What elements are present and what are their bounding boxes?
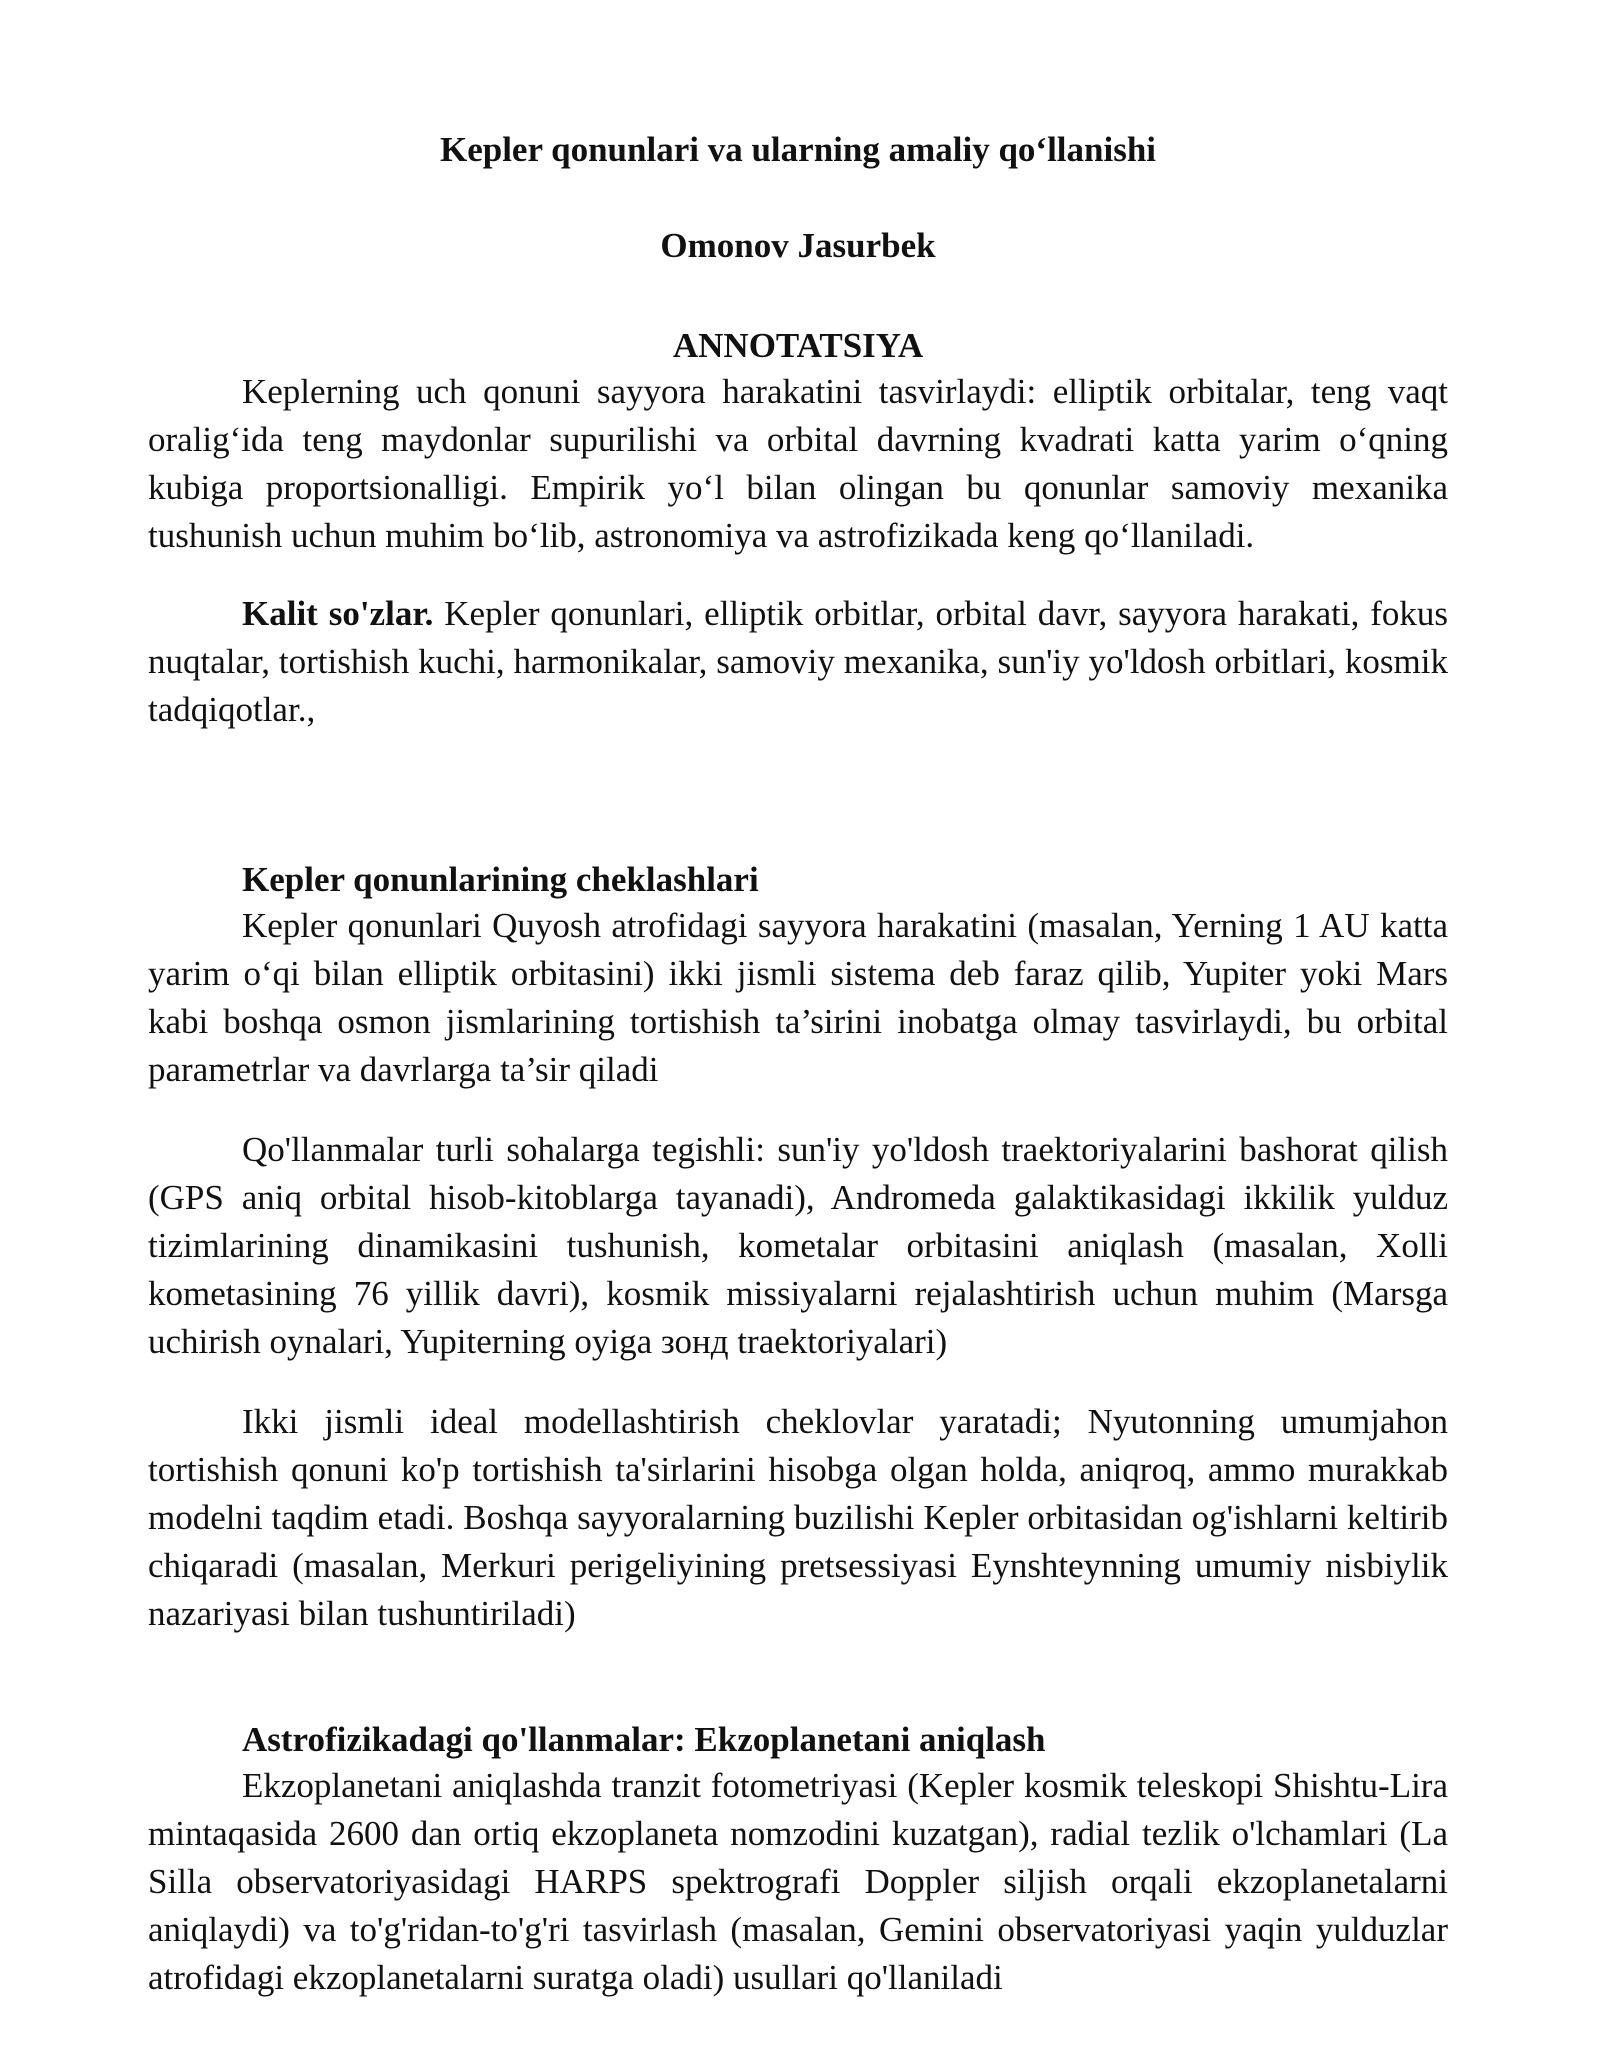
keywords-label: Kalit so'zlar. [242,594,434,633]
annotation-paragraph: Keplerning uch qonuni sayyora harakatini tasvirlaydi: elliptik orbitalar, teng vaqt oralig‘ida teng maydonlar supurilishi va orbital davrning kvadrati katta yarim o‘qning kubiga proportsionalligi. Empirik yo‘l bilan olingan bu qonunlar samoviy mexanika tushunish uchun muhim bo‘lib, astronomiya va astrofizikada keng qo‘llaniladi. [148,372,1448,555]
document-page [148,128,1448,2002]
section-paragraph: Ikki jismli ideal modellashtirish cheklovlar yaratadi; Nyutonning umumjahon tortishish qonuni ko'p tortishish ta'sirlarini hisobga olgan holda, aniqroq, ammo murakkab modelni taqdim etadi. Boshqa sayyoralarning buzilishi Kepler orbitasidan og'ishlarni keltirib chiqaradi (masalan, Merkuri perigeliyining pretsessiyasi Eynshteynning umumiy nisbiylik nazariyasi bilan tushuntiriladi) [148,1402,1448,1633]
annotation-heading: ANNOTATSIYA [672,326,924,365]
section-paragraph: Kepler qonunlari Quyosh atrofidagi sayyora harakatini (masalan, Yerning 1 AU katta yarim o‘qi bilan elliptik orbitasini) ikki jismli sistema deb faraz qilib, Yupiter yoki Mars kabi boshqa osmon jismlarining tortishish ta’sirini inobatga olmay tasvirlaydi, bu orbital parametrlar va davrlarga ta’sir qiladi [148,906,1448,1089]
section-heading-exoplanets: Astrofizikadagi qo'llanmalar: Ekzoplanetani aniqlash [242,1720,1046,1759]
section-paragraph: Qo'llanmalar turli sohalarga tegishli: sun'iy yo'ldosh traektoriyalarini bashorat qilish (GPS aniq orbital hisob-kitoblarga tayanadi), Andromeda galaktikasidagi ikkilik yulduz tizimlarining dinamikasini tushunish, kometalar orbitasini aniqlash (masalan, Xolli kometasining 76 yillik davri), kosmik missiyalarni rejalashtirish uchun muhim (Marsga uchirish oynalari, Yupiterning oyiga зонд traektoriyalari) [148,1130,1448,1361]
keywords-text: Kepler qonunlari, elliptik orbitlar, orbital davr, sayyora harakati, fokus nuqtalar, tortishish kuchi, harmonikalar, samoviy mexanika, sun'iy yo'ldosh orbitlari, kosmik tadqiqotlar., [148,594,1448,729]
section-heading-limitations: Kepler qonunlarining cheklashlari [242,860,759,899]
document-title: Kepler qonunlari va ularning amaliy qo‘llanishi [439,130,1157,169]
section-paragraph: Ekzoplanetani aniqlashda tranzit fotometriyasi (Kepler kosmik teleskopi Shishtu-Lira mintaqasida 2600 dan ortiq ekzoplaneta nomzodini kuzatgan), radial tezlik o'lchamlari (La Silla observatoriyasidagi HARPS spektrografi Doppler siljish orqali ekzoplanetalarni aniqlaydi) va to'g'ridan-to'g'ri tasvirlash (masalan, Gemini observatoriyasi yaqin yulduzlar atrofidagi ekzoplanetalarni suratga oladi) usullari qo'llaniladi [148,1766,1448,1997]
author-name: Omonov Jasurbek [660,226,936,265]
keywords-paragraph [148,590,1448,734]
